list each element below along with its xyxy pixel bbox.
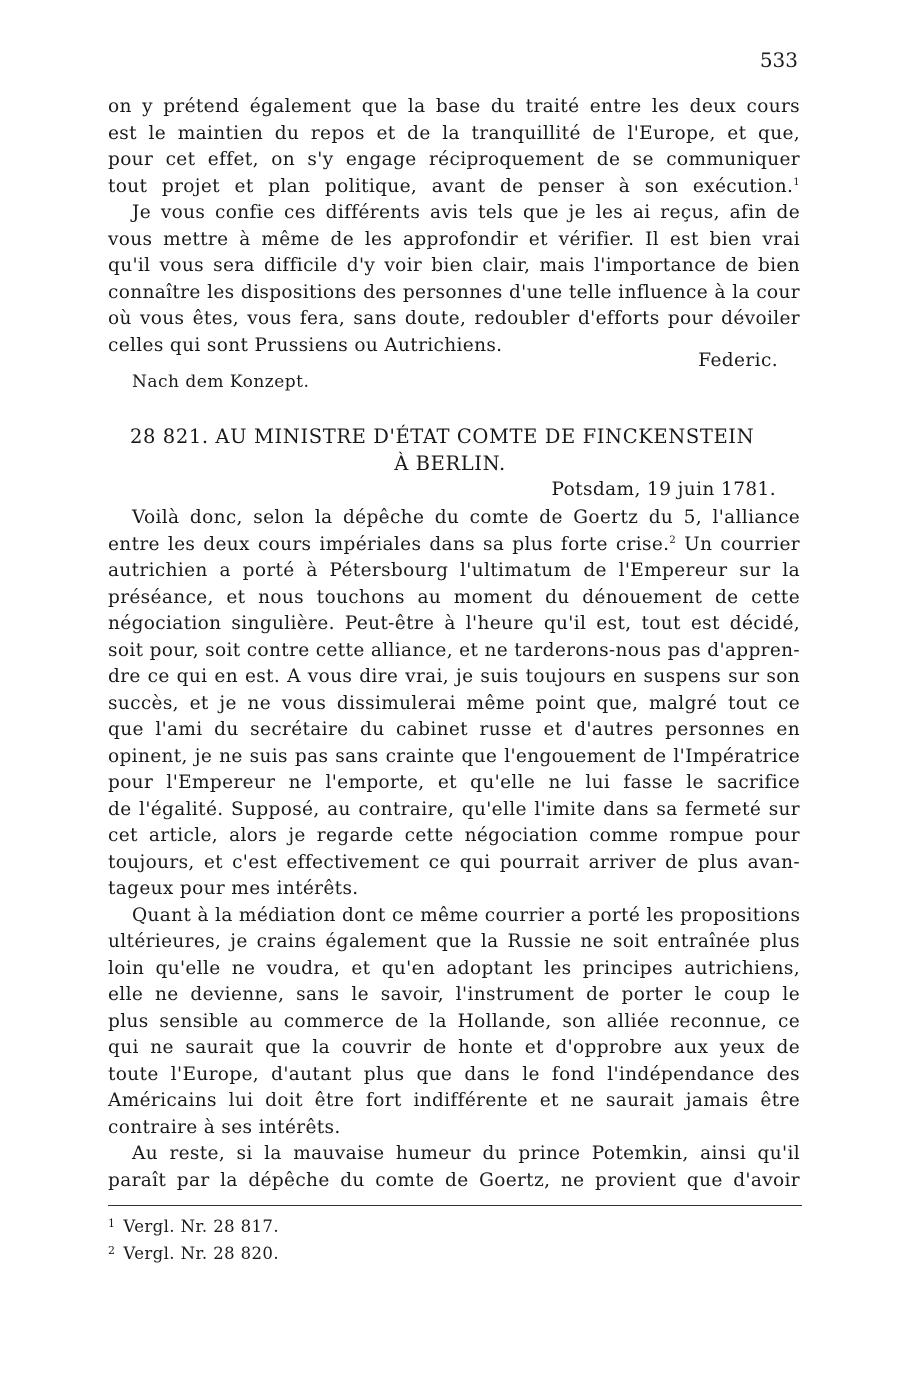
text-line: loin qu'elle ne voudra, et qu'en adoptant les principes autrichiens, bbox=[108, 957, 800, 979]
letter-heading-destination: À BERLIN. bbox=[394, 452, 506, 475]
text-line: celles qui sont Prussiens ou Autrichiens. bbox=[108, 334, 503, 356]
text-line: Je vous confie ces différents avis tels que je les ai reçus, afin de bbox=[132, 202, 800, 223]
text-line: on y prétend également que la base du traité entre les deux cours bbox=[108, 96, 800, 117]
text-line: plus sensible au commerce de la Hollande, son alliée reconnue, ce bbox=[108, 1010, 800, 1032]
text-line: est le maintien du repos et de la tranquillité de l'Europe, et que, bbox=[108, 122, 800, 144]
text-line: vous mettre à même de les approfondir et vérifier. Il est bien vrai bbox=[108, 228, 800, 250]
text-block-1 bbox=[108, 94, 800, 359]
footnote-mark: 1 bbox=[108, 1217, 116, 1230]
text-block-2 bbox=[108, 505, 800, 1194]
text-line: elle ne devienne, sans le savoir, l'instrument de porter le coup le bbox=[108, 984, 800, 1005]
text-line-tail: Un courrier bbox=[684, 533, 800, 555]
footnotes bbox=[108, 1212, 279, 1266]
dateline: Potsdam, 19 juin 1781. bbox=[551, 479, 776, 500]
text-line: Voilà donc, selon la dépêche du comte de Goertz du 5, l'alliance bbox=[132, 507, 800, 528]
text-line: soit pour, soit contre cette alliance, et ne tarderons-nous pas d'appren- bbox=[108, 639, 801, 661]
footnote bbox=[108, 1239, 279, 1266]
text-line-content: tout projet et plan politique, avant de penser à son exécution. bbox=[108, 175, 794, 197]
text-line: dre ce qui en est. A vous dire vrai, je suis toujours en suspens sur son bbox=[108, 666, 800, 687]
text-line: qui ne saurait que la couvrir de honte et d'opprobre aux yeux de bbox=[108, 1037, 800, 1058]
text-line: opinent, je ne suis pas sans crainte que l'engouement de l'Impératrice bbox=[108, 745, 800, 767]
letter-heading: 28 821. AU MINISTRE D'ÉTAT COMTE DE FINCKENSTEIN bbox=[130, 425, 755, 448]
footnote-ref: 1 bbox=[793, 176, 800, 188]
text-line: de l'égalité. Supposé, au contraire, qu'elle l'imite dans sa fermeté sur bbox=[108, 798, 800, 820]
text-line: toute l'Europe, d'autant plus que dans le fond l'indépendance des bbox=[108, 1063, 800, 1085]
text-line bbox=[108, 532, 800, 559]
footnote-text: Vergl. Nr. 28 820. bbox=[123, 1244, 279, 1263]
text-line: où vous êtes, vous fera, sans doute, redoubler d'efforts pour dévoiler bbox=[108, 308, 800, 329]
text-line: pour l'Empereur ne l'emporte, et qu'elle ne lui fasse le sacrifice bbox=[108, 772, 800, 793]
text-line: que l'ami du secrétaire du cabinet russe et d'autres personnes en bbox=[108, 719, 800, 740]
text-line: tageux pour mes intérêts. bbox=[108, 878, 359, 899]
text-line: pour cet effet, on s'y engage réciproquement de se communiquer bbox=[108, 149, 800, 170]
footnote-text: Vergl. Nr. 28 817. bbox=[123, 1217, 279, 1236]
footnote-divider bbox=[108, 1205, 802, 1206]
footnote-ref: 2 bbox=[669, 534, 677, 546]
text-line: Quant à la médiation dont ce même courrier a porté les propositions bbox=[132, 904, 801, 926]
text-line: Au reste, si la mauvaise humeur du prince Potemkin, ainsi qu'il bbox=[132, 1143, 800, 1164]
text-line bbox=[108, 174, 800, 201]
footnote bbox=[108, 1212, 279, 1239]
text-line: ultérieures, je crains également que la Russie ne soit entraînée plus bbox=[108, 931, 800, 952]
text-line: succès, et je ne vous dissimulerai même point que, malgré tout ce bbox=[108, 692, 800, 714]
page-number: 533 bbox=[759, 48, 798, 72]
source-note: Nach dem Konzept. bbox=[132, 372, 310, 392]
text-line: connaître les dispositions des personnes d'une telle influence à la cour bbox=[108, 281, 800, 303]
footnote-mark: 2 bbox=[108, 1244, 116, 1257]
text-line: Américains lui doit être fort indifférente et ne saurait jamais être bbox=[108, 1090, 800, 1111]
signature: Federic. bbox=[698, 350, 778, 371]
text-line: paraît par la dépêche du comte de Goertz, ne provient que d'avoir bbox=[108, 1169, 800, 1191]
text-line: négociation singulière. Peut-être à l'heure qu'il est, tout est décidé, bbox=[108, 613, 800, 634]
text-line: qu'il vous sera difficile d'y voir bien clair, mais l'importance de bien bbox=[108, 255, 800, 276]
text-line: autrichien a porté à Pétersbourg l'ultimatum de l'Empereur sur la bbox=[108, 560, 800, 581]
text-line: cet article, alors je regarde cette négociation comme rompue pour bbox=[108, 825, 800, 846]
text-line: toujours, et c'est effectivement ce qui pourrait arriver de plus avan- bbox=[108, 851, 800, 873]
text-line: contraire à ses intérêts. bbox=[108, 1116, 341, 1138]
text-line-content: entre les deux cours impériales dans sa plus forte crise. bbox=[108, 533, 670, 555]
text-line: préséance, et nous touchons au moment du dénouement de cette bbox=[108, 586, 800, 608]
